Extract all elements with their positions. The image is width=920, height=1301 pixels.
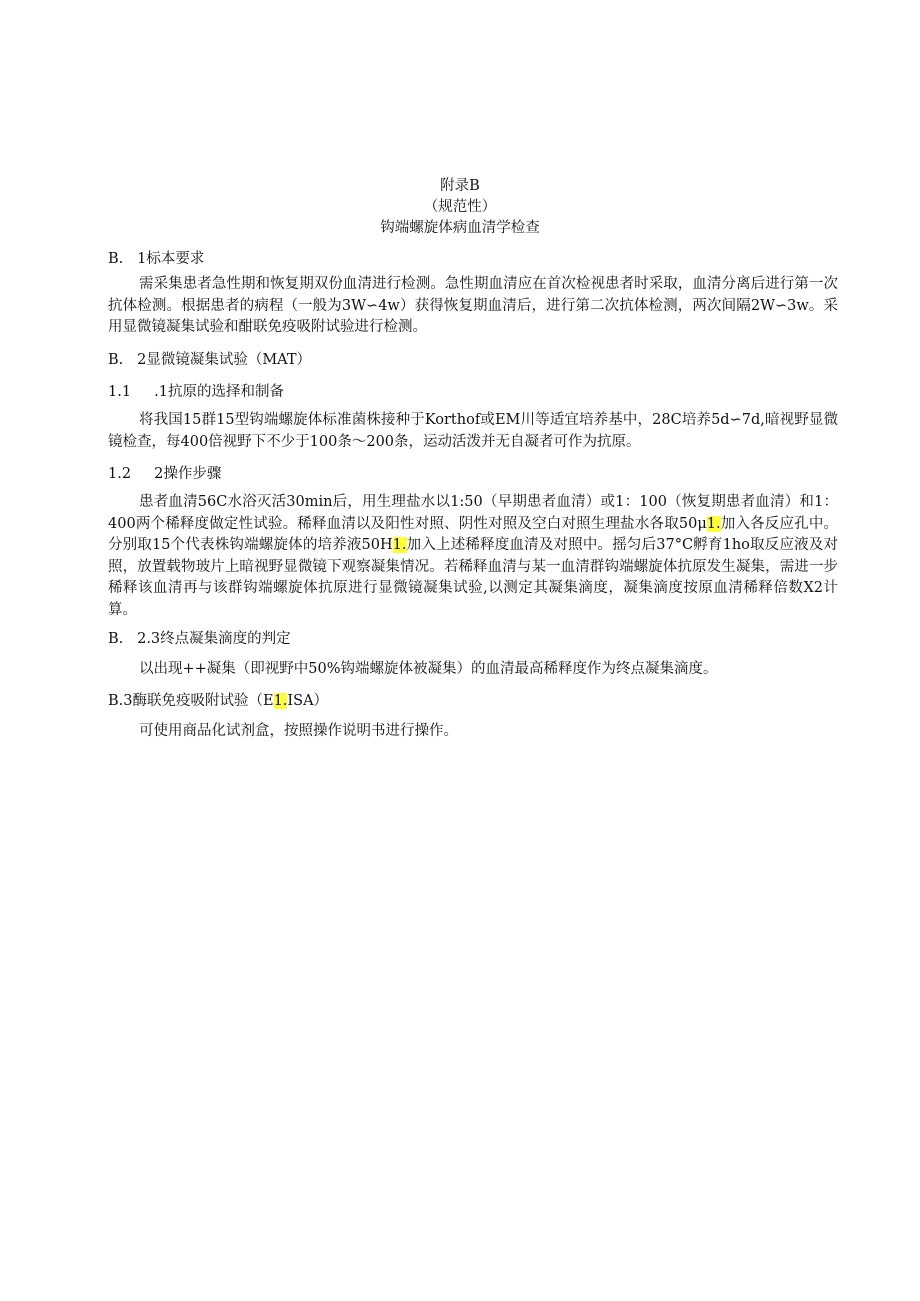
appendix-label: 附录B	[440, 178, 480, 194]
section-b2-2-body	[108, 492, 838, 621]
section-b2-2-heading: 1.2 2操作步骤	[108, 466, 222, 482]
highlight-mark: 1.	[706, 515, 721, 532]
highlight-mark: 1.	[392, 537, 407, 553]
section-b2-2-text-2: 加入各反应孔中。分别取15个代表株钩端螺旋体的培养液50H	[108, 515, 839, 553]
appendix-title-block	[0, 176, 920, 239]
section-b2-2-text-1: 患者血清56C水浴灭活30min后，用生理盐水以1:50（早期患者血清）或1：100（恢复期患者血清）和1：400两个稀释度做定性试验。稀释血清以及阳性对照、阴性对照及空白对照生理盐水各取50μ	[108, 494, 838, 532]
section-b2-2-text-3: 加入上述稀释度血清及对照中。摇匀后37°C孵育1ho取反应液及对照，放置载物玻片上暗视野显微镜下观察凝集情况。若稀释血清与某一血清群钩端螺旋体抗原发生凝集，需进一步稀释该血清再与该群钩端螺旋体抗原进行显微镜凝集试验,以测定其凝集滴度，凝集滴度按原血清稀释倍数X2计算。	[108, 537, 839, 618]
section-b1-body: 需采集患者急性期和恢复期双份血清进行检测。急性期血清应在首次检视患者时采取，血清分离后进行第一次抗体检测。根据患者的病程（一般为3W∽4w）获得恢复期血清后，进行第二次抗体检测，两次间隔2W∽3w。采用显微镜凝集试验和酣联免疫吸附试验进行检测。	[108, 276, 838, 335]
section-b2-1-body: 将我国15群15型钩端螺旋体标准菌株接种于Korthof或EM川等适宜培养基中，28C培养5d∽7d,暗视野显微镜检查，每400倍视野下不少于100条〜200条，运动活泼并无自凝者可作为抗原。	[108, 412, 838, 450]
section-b1-heading: B. 1标本要求	[108, 251, 205, 267]
section-b2-3-heading: B. 2.3终点凝集滴度的判定	[108, 631, 291, 647]
highlight-mark: 1.	[273, 693, 288, 709]
section-b3-heading-text-2: ISA）	[287, 693, 329, 709]
appendix-nature: （规范性）	[423, 199, 497, 215]
section-b3-body: 可使用商品化试剂盒，按照操作说明书进行操作。	[139, 723, 458, 739]
section-b3-heading-text-1: B.3酶联免疫吸附试验（E	[108, 693, 274, 709]
section-b2-3-body: 以出现++凝集（即视野中50%钩端螺旋体被凝集）的血清最高稀释度作为终点凝集滴度。	[139, 661, 718, 677]
section-b2-1-heading: 1.1 .1抗原的选择和制备	[108, 384, 284, 400]
section-b3-heading	[108, 691, 328, 712]
section-b2-heading: B. 2显微镜凝集试验（MAT）	[108, 352, 312, 368]
appendix-name: 钩端螺旋体病血清学检查	[380, 220, 540, 236]
